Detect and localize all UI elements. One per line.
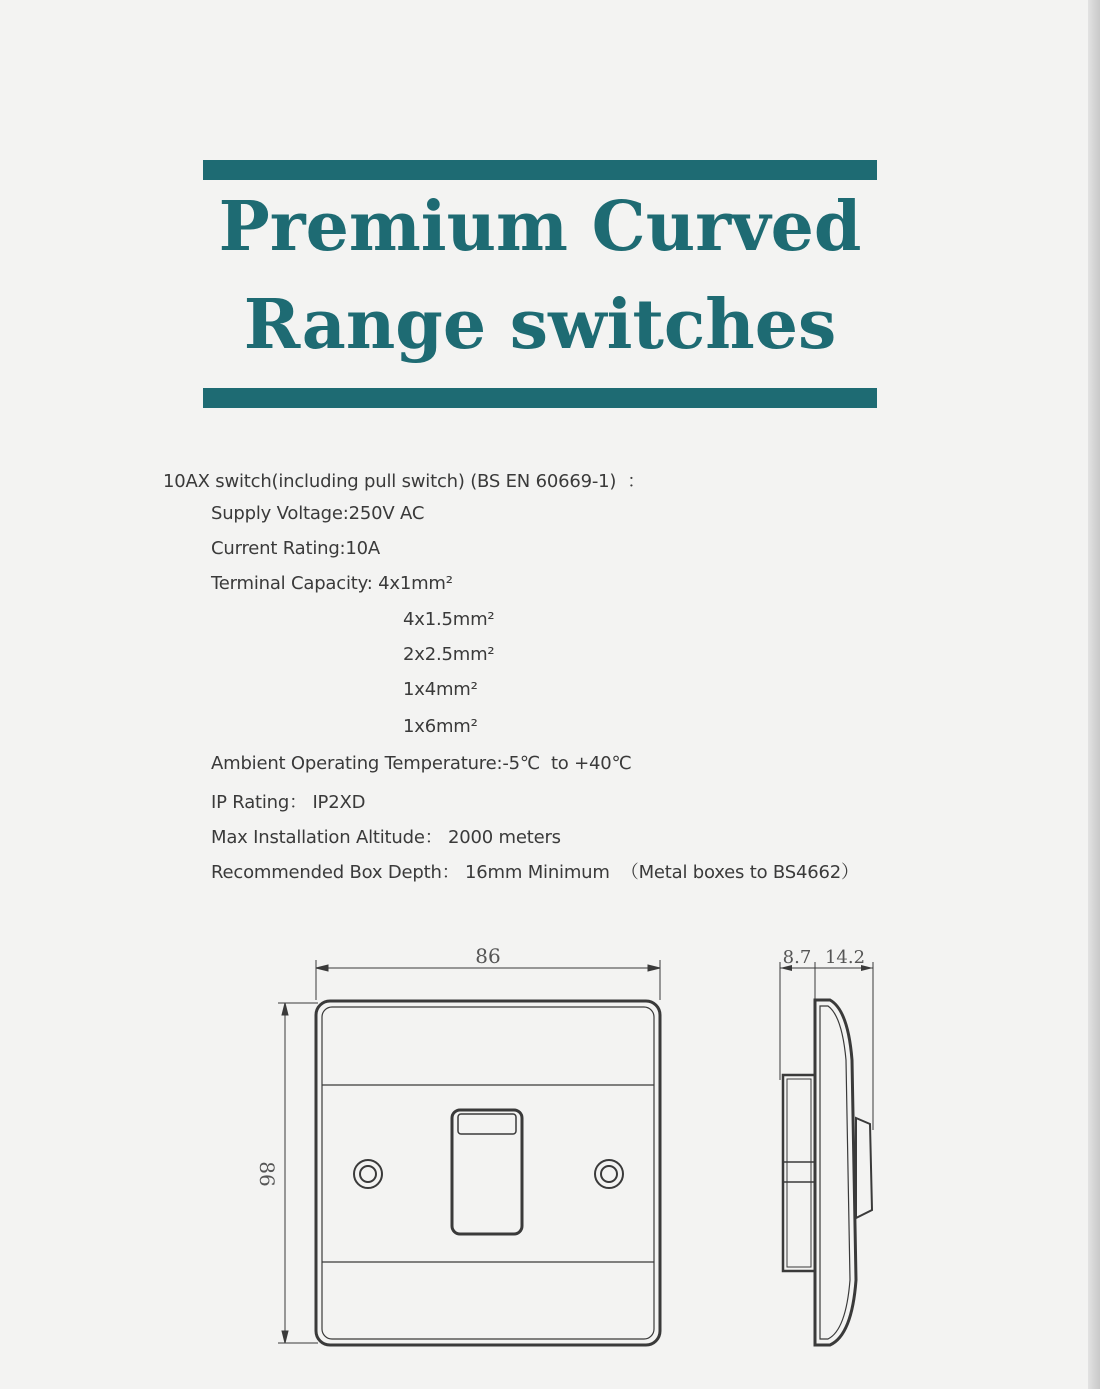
side-view-drawing: [780, 962, 873, 1345]
page-title-line-1: Premium Curved: [218, 187, 862, 267]
spec-supply-voltage: Supply Voltage:250V AC: [211, 503, 425, 524]
spec-terminal-option: 2x2.5mm²: [403, 644, 495, 665]
rocker-switch: [452, 1110, 522, 1234]
spec-terminal-option: 1x6mm²: [403, 716, 478, 737]
spec-current-rating: Current Rating:10A: [211, 538, 381, 559]
switch-faceplate-inner: [322, 1007, 654, 1339]
spec-heading: 10AX switch(including pull switch) (BS EN 60669-1) ：: [163, 471, 646, 492]
width-dimension-label: 86: [475, 944, 501, 968]
spec-ambient-temperature: Ambient Operating Temperature:-5℃ to +40℃: [211, 753, 632, 774]
side-depth-label-a: 8.7: [782, 947, 812, 968]
right-screw-icon: [595, 1160, 623, 1188]
spec-terminal-capacity: Terminal Capacity: 4x1mm²: [211, 573, 453, 594]
spec-terminal-option: 1x4mm²: [403, 679, 478, 700]
height-dimension-line: [278, 1003, 318, 1343]
left-screw-icon: [354, 1160, 382, 1188]
spec-terminal-option: 4x1.5mm²: [403, 609, 495, 630]
page-title-line-2: Range switches: [243, 285, 837, 365]
height-dimension-label: 86: [255, 1161, 279, 1187]
side-depth-label-b: 14.2: [824, 947, 866, 968]
spec-ip-rating: IP Rating： IP2XD: [211, 792, 366, 813]
spec-box-depth: Recommended Box Depth： 16mm Minimum （Metal boxes to BS4662）: [211, 862, 859, 883]
spec-max-altitude: Max Installation Altitude： 2000 meters: [211, 827, 561, 848]
switch-faceplate-outer: [316, 1001, 660, 1345]
